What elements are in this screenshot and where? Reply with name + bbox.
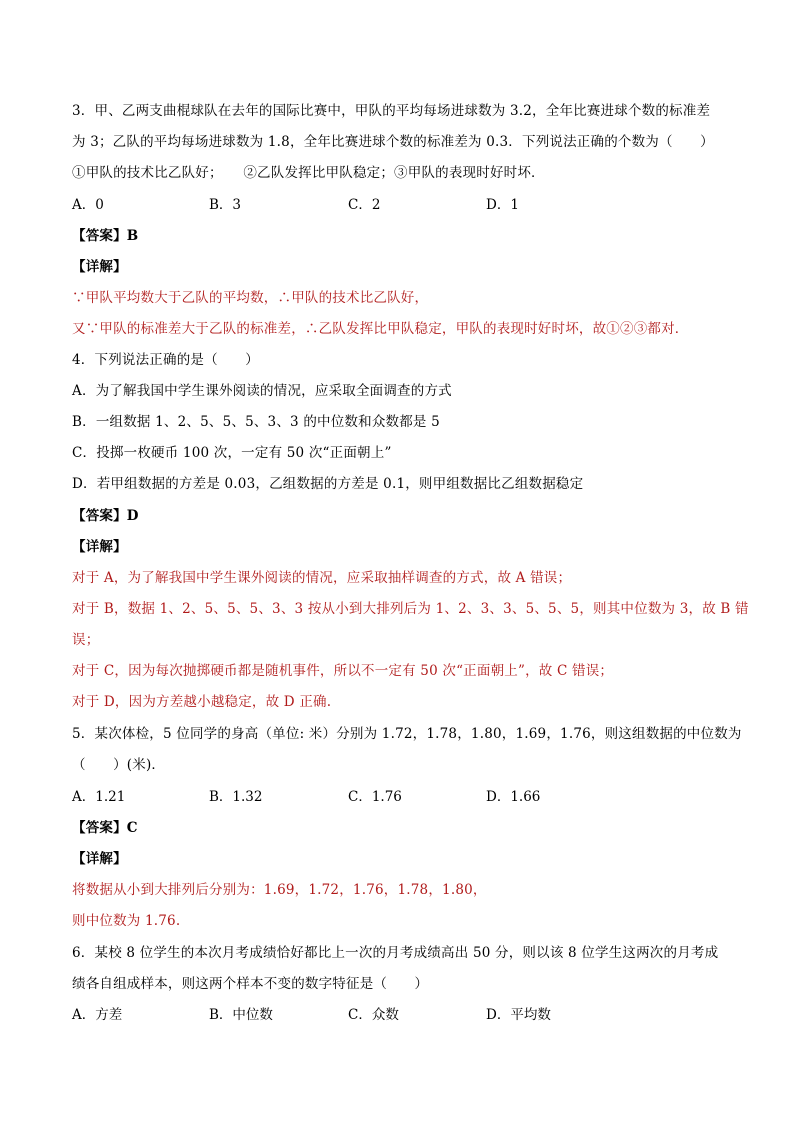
- q4-detail-label: 【详解】: [72, 539, 127, 555]
- q5-option-b: B．1.32: [209, 789, 263, 805]
- q4-option-d: D．若甲组数据的方差是 0.03，乙组数据的方差是 0.1，则甲组数据比乙组数据稳定: [72, 476, 584, 492]
- q5-option-c: C．1.76: [348, 789, 402, 805]
- q4-option-a: A．为了解我国中学生课外阅读的情况，应采取全面调查的方式: [72, 383, 452, 399]
- q3-option-c: C．2: [348, 197, 381, 213]
- q3-statements: ①甲队的技术比乙队好； ②乙队发挥比甲队稳定；③甲队的表现时好时坏．: [72, 165, 545, 181]
- q3-option-a: A．0: [72, 197, 104, 213]
- q3-answer: 【答案】B: [72, 228, 139, 244]
- q3-option-b: B．3: [209, 197, 242, 213]
- q4-detail-line-3: 误；: [72, 632, 100, 648]
- q4-detail-line-1: 对于 A，为了解我国中学生课外阅读的情况，应采取抽样调查的方式，故 A 错误；: [72, 570, 572, 586]
- q6-option-d: D．平均数: [486, 1007, 551, 1023]
- q4-stem: 4．下列说法正确的是（ ）: [72, 352, 259, 368]
- q3-stem-line-1: 3．甲、乙两支曲棍球队在去年的国际比赛中，甲队的平均每场进球数为 3.2，全年比赛进球个数的标准差: [72, 103, 711, 119]
- q6-stem-line-2: 绩各自组成样本，则这两个样本不变的数字特征是（ ）: [72, 976, 429, 992]
- q4-option-b: B．一组数据 1、2、5、5、5、3、3 的中位数和众数都是 5: [72, 414, 440, 430]
- q3-stem-line-2: 为 3；乙队的平均每场进球数为 1.8，全年比赛进球个数的标准差为 0.3．下列说法正确的个数为（ ）: [72, 134, 714, 150]
- q3-option-d: D．1: [486, 197, 519, 213]
- q6-option-a: A．方差: [72, 1007, 123, 1023]
- q6-option-c: C．众数: [348, 1007, 399, 1023]
- q3-detail-line-1: ∵甲队平均数大于乙队的平均数，∴甲队的技术比乙队好，: [72, 290, 429, 306]
- q4-detail-line-4: 对于 C，因为每次抛掷硬币都是随机事件，所以不一定有 50 次“正面朝上”，故 C 错误；: [72, 663, 614, 679]
- q5-detail-line-1: 将数据从小到大排列后分别为：1.69，1.72，1.76，1.78，1.80，: [72, 882, 487, 898]
- q6-stem-line-1: 6．某校 8 位学生的本次月考成绩恰好都比上一次的月考成绩高出 50 分，则以该 8 位学生这两次的月考成: [72, 945, 719, 961]
- q5-option-d: D．1.66: [486, 789, 541, 805]
- q4-detail-line-5: 对于 D，因为方差越小越稳定，故 D 正确.: [72, 694, 332, 710]
- q3-detail-line-2: 又∵甲队的标准差大于乙队的标准差，∴乙队发挥比甲队稳定，甲队的表现时好时坏，故①②③都对．: [72, 321, 689, 337]
- q5-answer: 【答案】C: [72, 820, 138, 836]
- q4-answer: 【答案】D: [72, 508, 139, 524]
- q4-detail-line-2: 对于 B，数据 1、2、5、5、5、3、3 按从小到大排列后为 1、2、3、3、5、5、5，则其中位数为 3，故 B 错: [72, 601, 749, 617]
- q5-stem-line-1: 5．某次体检，5 位同学的身高（单位: 米）分别为 1.72，1.78，1.80，1.69，1.76，则这组数据的中位数为: [72, 726, 742, 742]
- q5-option-a: A．1.21: [72, 789, 126, 805]
- q5-detail-line-2: 则中位数为 1.76.: [72, 913, 181, 929]
- q6-option-b: B．中位数: [209, 1007, 273, 1023]
- q3-detail-label: 【详解】: [72, 259, 127, 275]
- q5-stem-line-2: （ ）(米)．: [72, 757, 166, 773]
- q4-option-c: C．投掷一枚硬币 100 次，一定有 50 次“正面朝上”: [72, 445, 392, 461]
- q5-detail-label: 【详解】: [72, 851, 127, 867]
